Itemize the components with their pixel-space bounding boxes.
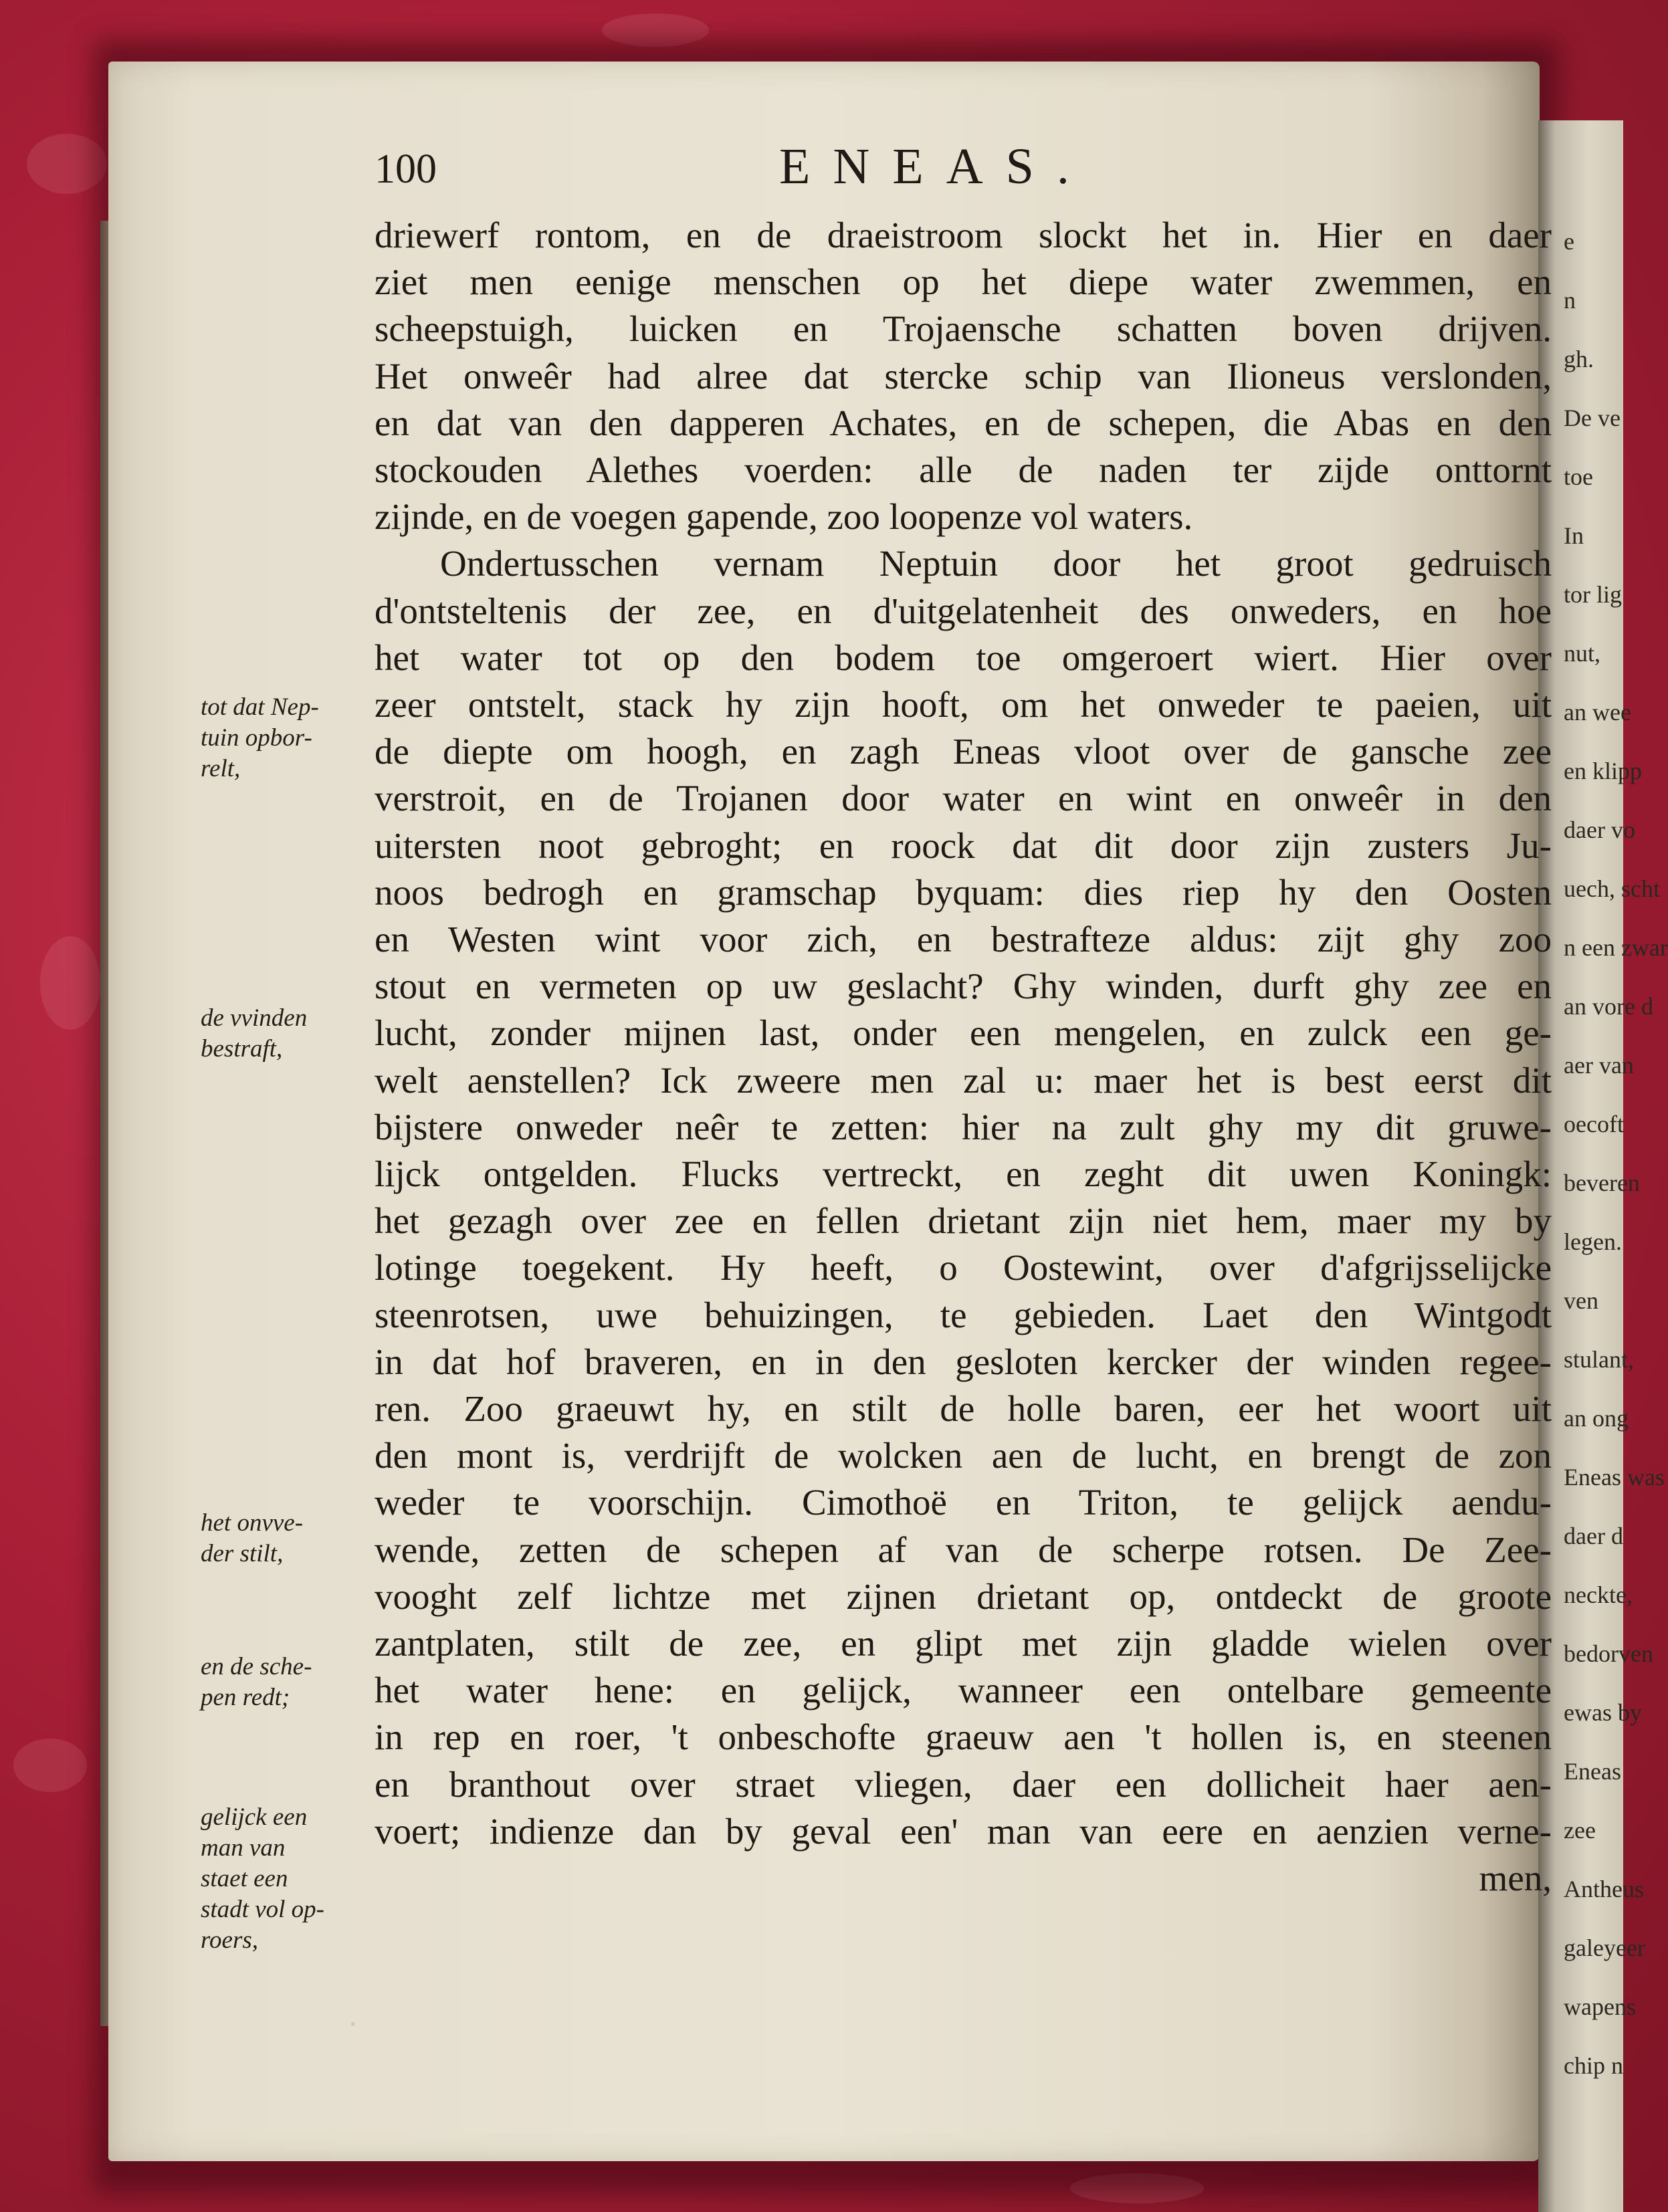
text-line: welt aenstellen? Ick zweere men zal u: maer het is best eerst dit [375,1059,1552,1101]
text-line: driewerf rontom, en de draeistroom slockt het in. Hier en daer [375,215,1552,255]
facing-page-fragment: galeyeer [1564,1934,1645,1961]
text-line: zeer ontstelt, stack hy zijn hooft, om het onweder te paeien, uit [375,684,1552,725]
facing-page-fragment: Eneas [1564,1758,1621,1785]
text-line: weder te voorschijn. Cimothoë en Triton, te gelijck aendu- [375,1482,1552,1523]
text-line: lucht, zonder mijnen last, onder een mengelen, en zulck een ge- [375,1012,1552,1054]
facing-page-fragment: legen. [1564,1228,1622,1255]
facing-page-fragment: an wee [1564,699,1631,726]
margin-note-line: tuin opbor- [201,724,312,752]
text-line: lijck ontgelden. Flucks vertreckt, en zeght dit uwen Koningk: [375,1153,1552,1194]
margin-note-line: gelijck een [201,1803,308,1831]
text-line: zantplaten, stilt de zee, en glipt met zijn gladde wielen over [375,1623,1552,1664]
running-title: ENEAS. [779,138,1092,195]
page-header [375,138,1485,206]
facing-page-fragment: toe [1564,463,1593,490]
text-line: steenrotsen, uwe behuizingen, te gebieden. Laet den Wintgodt [375,1294,1552,1335]
facing-page-fragment: daer d [1564,1523,1623,1549]
cloth-texture-spot [40,936,100,1030]
text-line: zijnde, en de voegen gapende, zoo loopenze vol waters. [375,496,1193,538]
facing-page-fragment: ewas by [1564,1699,1642,1726]
facing-page-fragment: wapens [1564,1993,1636,2020]
text-line: en branthout over straet vliegen, daer een dollicheit haer aen- [375,1763,1552,1805]
facing-page-fragment: e [1564,228,1574,255]
text-line: stockouden Alethes voerden: alle de naden ter zijde onttornt [375,449,1552,490]
facing-page-fragment: chip n [1564,2052,1623,2079]
text-line: wende, zetten de schepen af van de scherpe rotsen. De Zee- [375,1529,1552,1570]
text-line: vooght zelf lichtze met zijnen drietant op, ontdeckt de groote [375,1575,1552,1617]
facing-page-fragment: ven [1564,1287,1598,1314]
text-line: ren. Zoo graeuwt hy, en stilt de holle baren, eer het woort uit [375,1388,1552,1429]
text-line: men, [1479,1858,1552,1898]
facing-page-fragment: neckte, [1564,1581,1633,1608]
text-line: het water tot op den bodem toe omgeroert wiert. Hier over [375,637,1552,678]
text-line: lotinge toegekent. Hy heeft, o Oostewint, over d'afgrijsselijcke [375,1247,1552,1289]
facing-page-fragment: gh. [1564,346,1594,372]
margin-note-line: roers, [201,1926,258,1954]
margin-note [201,1508,368,1569]
bleed-through-mark: · [348,2007,358,2041]
text-line: voert; indienze dan by geval een' man van eere en aenzien verne- [375,1810,1552,1852]
text-line: en Westen wint voor zich, en bestrafteze aldus: zijt ghy zoo [375,919,1552,960]
margin-note-line: bestraft, [201,1035,283,1063]
margin-note-line: staet een [201,1865,288,1892]
text-line: stout en vermeten op uw geslacht? Ghy winden, durft ghy zee en [375,966,1552,1007]
text-line: ziet men eenige menschen op het diepe water zwemmen, en [375,261,1552,303]
margin-note-line: stadt vol op- [201,1896,324,1923]
text-line: in rep en roer, 't onbeschofte graeuw aen 't hollen is, en steenen [375,1717,1552,1758]
margin-note [201,692,368,784]
text-line: uitersten noot gebroght; en roock dat dit door zijn zusters Ju- [375,824,1552,866]
text-line: en dat van den dapperen Achates, en de schepen, die Abas en den [375,402,1552,443]
text-line: Het onweêr had alree dat stercke schip van Ilioneus verslonden, [375,355,1552,397]
facing-page-fragment: In [1564,522,1584,549]
margin-note-line: relt, [201,755,241,782]
facing-page-fragment: nut, [1564,640,1601,667]
facing-page-fragment: n een zwar [1564,934,1668,961]
text-line: noos bedrogh en gramschap byquam: dies riep hy den Oosten [375,871,1552,913]
facing-page-fragment: beveren [1564,1170,1640,1196]
text-line: het gezagh over zee en fellen drietant zijn niet hem, maer my by [375,1200,1552,1242]
text-line: verstroit, en de Trojanen door water en wint en onweêr in den [375,778,1552,819]
text-line: het water hene: en gelijck, wanneer een ontelbare gemeente [375,1670,1552,1711]
margin-note-line: en de sche- [201,1653,312,1680]
facing-page-fragment: an ong [1564,1405,1629,1432]
text-line: bijstere onweder neêr te zetten: hier na zult ghy my dit gruwe- [375,1106,1552,1147]
facing-page-fragment: zee [1564,1817,1596,1844]
margin-note [201,1652,368,1713]
margin-note-line: het onvve- [201,1509,304,1537]
text-line: in dat hof braveren, en in den gesloten kercker der winden regee- [375,1341,1552,1382]
facing-page-fragment: uech, scht [1564,875,1660,902]
facing-page-fragment: an vore d [1564,993,1653,1020]
page-number: 100 [375,146,437,192]
margin-note-line: de vvinden [201,1004,308,1032]
facing-page-fragment: Antheus [1564,1876,1644,1902]
text-line: Ondertusschen vernam Neptuin door het groot gedruisch [440,543,1552,584]
text-line: de diepte om hoogh, en zagh Eneas vloot over de gansche zee [375,731,1552,772]
facing-page-fragment: tor lig [1564,581,1622,608]
text-line: d'ontsteltenis der zee, en d'uitgelatenheit des onweders, en hoe [375,590,1552,631]
facing-page-fragment: n [1564,287,1576,314]
facing-page-fragment: oecoft [1564,1111,1624,1137]
cloth-texture-spot [13,1739,87,1792]
facing-page-fragment: stulant, [1564,1346,1634,1373]
margin-note [201,1802,368,1956]
margin-note-line: tot dat Nep- [201,693,319,721]
facing-page-fragment: en klipp [1564,758,1642,784]
facing-page-fragment: Eneas was [1564,1464,1665,1490]
margin-note [201,1003,368,1065]
margin-note-line: pen redt; [201,1684,290,1711]
facing-page-fragment: aer van [1564,1052,1634,1079]
margin-note-line: man van [201,1834,286,1862]
text-line: scheepstuigh, luicken en Trojaensche schatten boven drijven. [375,308,1552,350]
facing-page-fragment: daer vo [1564,816,1635,843]
facing-page-fragment: De ve [1564,405,1621,431]
text-line: den mont is, verdrijft de wolcken aen de lucht, en brengt de zon [375,1435,1552,1476]
facing-page-fragment: bedorven [1564,1640,1653,1667]
margin-note-line: der stilt, [201,1540,284,1567]
